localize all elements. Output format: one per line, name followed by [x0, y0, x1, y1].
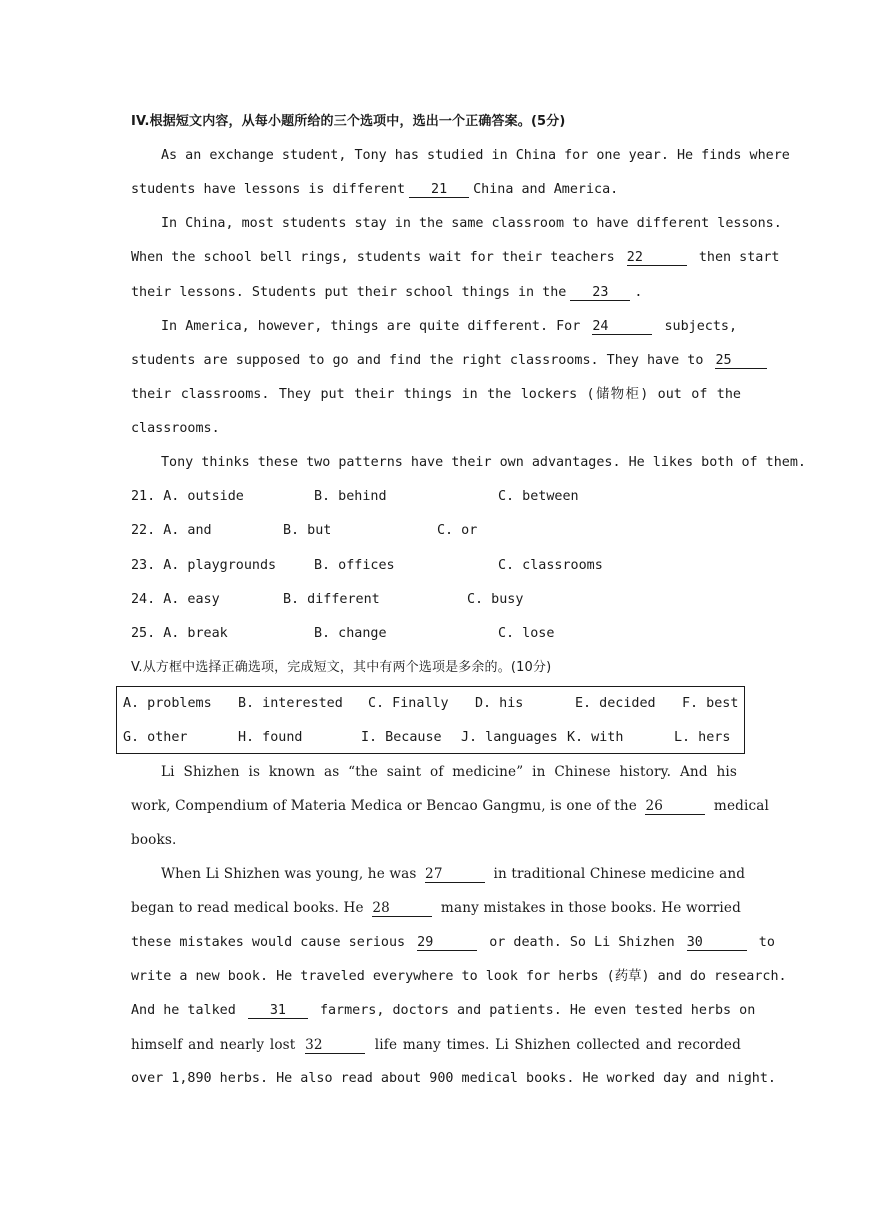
passage-line: began to read medical books. He 28 many mistakes in those books. He worried — [131, 900, 741, 916]
passage-line: Li Shizhen is known as “the saint of medicine” in Chinese history. And his — [161, 764, 737, 780]
passage-line: As an exchange student, Tony has studied in China for one year. He finds where — [161, 148, 790, 163]
option-21-c[interactable]: C. between — [498, 489, 579, 504]
passage-line: books. — [131, 832, 177, 848]
blank-22[interactable]: 22 — [627, 250, 687, 266]
option-25-c[interactable]: C. lose — [498, 626, 555, 641]
blank-26[interactable]: 26 — [645, 799, 705, 815]
word-bank-item[interactable]: K. with — [567, 730, 624, 745]
passage-line: classrooms. — [131, 421, 220, 436]
blank-28[interactable]: 28 — [372, 901, 432, 917]
option-22-a[interactable]: 22. A. and — [131, 523, 212, 538]
option-21-b[interactable]: B. behind — [314, 489, 387, 504]
blank-21[interactable]: 21 — [409, 182, 469, 198]
section-4-title: IV.根据短文内容，从每小题所给的三个选项中，选出一个正确答案。(5分) — [131, 114, 566, 129]
word-bank-item[interactable]: B. interested — [238, 696, 343, 711]
option-24-a[interactable]: 24. A. easy — [131, 592, 220, 607]
option-25-b[interactable]: B. change — [314, 626, 387, 641]
passage-line: their classrooms. They put their things in the lockers (储物柜) out of the — [131, 387, 741, 402]
word-bank-item[interactable]: H. found — [238, 730, 303, 745]
option-25-a[interactable]: 25. A. break — [131, 626, 228, 641]
option-23-a[interactable]: 23. A. playgrounds — [131, 558, 277, 573]
word-bank-item[interactable]: A. problems — [123, 696, 212, 711]
word-bank-item[interactable]: L. hers — [674, 730, 731, 745]
passage-line: work, Compendium of Materia Medica or Bencao Gangmu, is one of the 26 medical — [131, 798, 770, 814]
word-bank-item[interactable]: E. decided — [575, 696, 656, 711]
passage-line: himself and nearly lost 32 life many times. Li Shizhen collected and recorded — [131, 1037, 741, 1053]
passage-line: When the school bell rings, students wait for their teachers 22 then start — [131, 250, 780, 265]
option-23-b[interactable]: B. offices — [314, 558, 395, 573]
passage-line: write a new book. He traveled everywhere to look for herbs (药草) and do research. — [131, 969, 787, 984]
word-bank-item[interactable]: J. languages — [461, 730, 558, 745]
passage-line: When Li Shizhen was young, he was 27 in traditional Chinese medicine and — [161, 866, 746, 882]
passage-line: their lessons. Students put their school things in the 23 . — [131, 285, 643, 300]
passage-line: students are supposed to go and find the right classrooms. They have to 25 — [131, 351, 741, 371]
option-24-c[interactable]: C. busy — [467, 592, 524, 607]
blank-24[interactable]: 24 — [592, 319, 652, 335]
blank-29[interactable]: 29 — [417, 935, 477, 951]
passage-line: Tony thinks these two patterns have their own advantages. He likes both of them. — [161, 455, 806, 470]
word-bank-item[interactable]: F. best — [682, 696, 739, 711]
passage-line: In America, however, things are quite different. For 24 subjects, — [161, 319, 738, 334]
blank-32[interactable]: 32 — [305, 1038, 365, 1054]
blank-25[interactable]: 25 — [715, 353, 767, 369]
option-24-b[interactable]: B. different — [283, 592, 380, 607]
passage-line: these mistakes would cause serious 29 or death. So Li Shizhen 30 to — [131, 935, 775, 950]
section-5-title: V.从方框中选择正确选项，完成短文，其中有两个选项是多余的。(10分) — [131, 660, 552, 675]
blank-23[interactable]: 23 — [570, 285, 630, 301]
word-bank-item[interactable]: I. Because — [361, 730, 442, 745]
passage-line: students have lessons is different 21 China and America. — [131, 182, 619, 197]
word-bank-item[interactable]: C. Finally — [368, 696, 449, 711]
word-bank-box — [116, 686, 745, 754]
blank-30[interactable]: 30 — [687, 935, 747, 951]
blank-31[interactable]: 31 — [248, 1003, 308, 1019]
blank-27[interactable]: 27 — [425, 867, 485, 883]
word-bank-item[interactable]: G. other — [123, 730, 188, 745]
word-bank-item[interactable]: D. his — [475, 696, 524, 711]
passage-line: over 1,890 herbs. He also read about 900 medical books. He worked day and night. — [131, 1071, 776, 1086]
passage-line: And he talked 31 farmers, doctors and patients. He even tested herbs on — [131, 1003, 756, 1018]
passage-line: In China, most students stay in the same classroom to have different lessons. — [161, 216, 782, 231]
option-21-a[interactable]: 21. A. outside — [131, 489, 244, 504]
option-22-c[interactable]: C. or — [437, 523, 478, 538]
option-23-c[interactable]: C. classrooms — [498, 558, 603, 573]
option-22-b[interactable]: B. but — [283, 523, 332, 538]
